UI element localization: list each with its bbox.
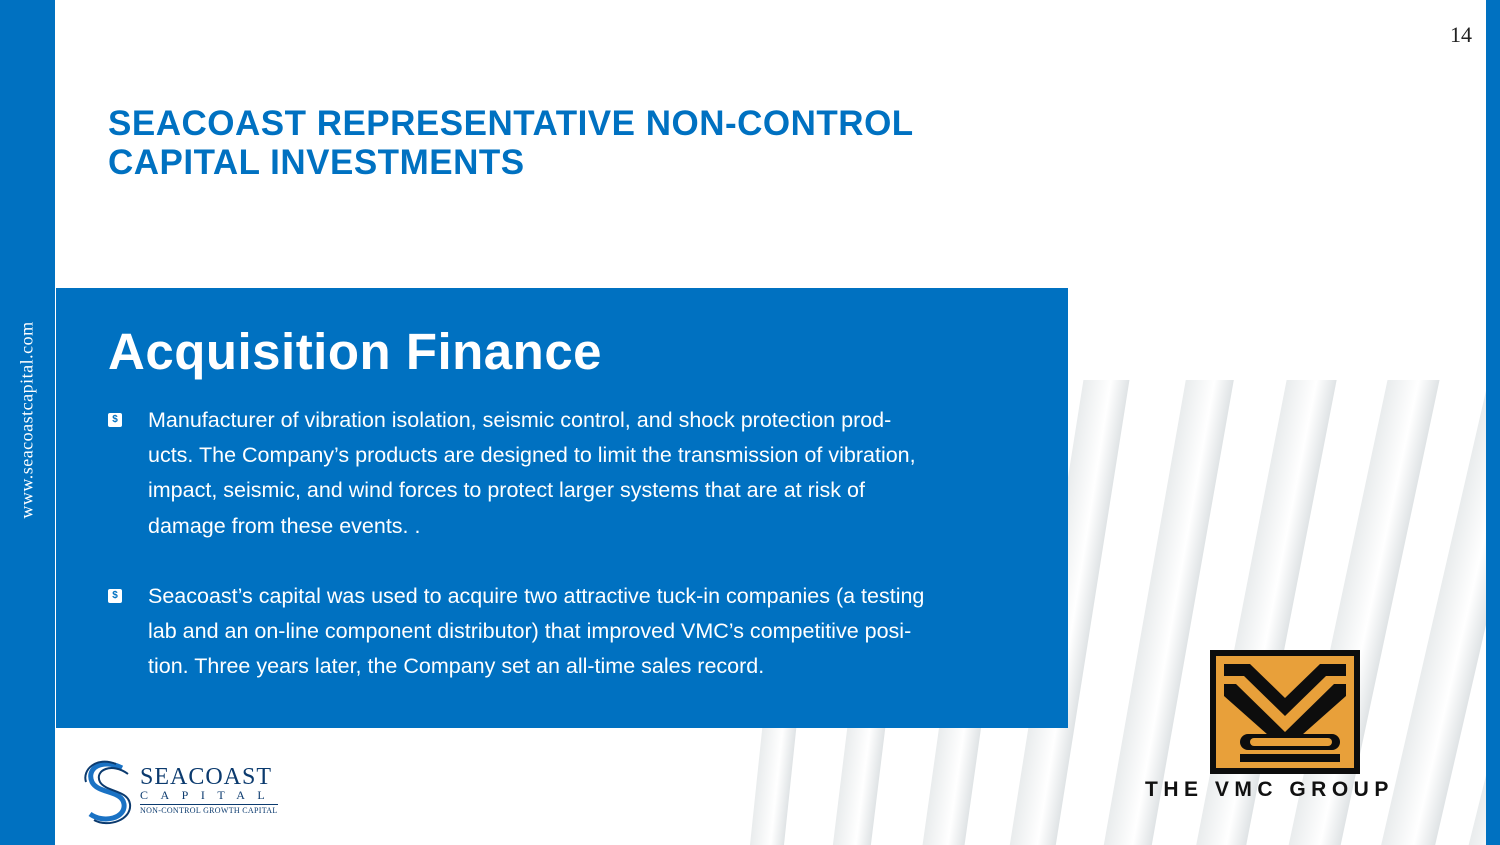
bullet-line: tion. Three years later, the Company set an all-time sales record. (148, 654, 765, 679)
seacoast-wordmark: SEACOAST (140, 764, 273, 790)
page-number: 14 (1450, 22, 1472, 47)
bullet-line: Manufacturer of vibration isolation, seismic control, and shock protection prod- (148, 408, 892, 432)
left-brand-bar (0, 0, 55, 845)
vmc-emblem-icon (1210, 650, 1360, 774)
bullet-item (108, 403, 1038, 544)
vmc-group-logo-emblem (1210, 650, 1360, 774)
seacoast-tagline: NON-CONTROL GROWTH CAPITAL (140, 806, 278, 815)
content-panel (56, 288, 1068, 728)
seacoast-s-emblem-icon (82, 758, 134, 828)
slide-title-line-1: SEACOAST REPRESENTATIVE NON-CONTROL (108, 104, 914, 143)
seacoast-capital-logo (82, 758, 282, 828)
website-url: www.seacoastcapital.com (16, 321, 37, 519)
slide-title (108, 104, 1008, 182)
panel-heading: Acquisition Finance (108, 323, 603, 380)
right-brand-bar (1486, 0, 1500, 845)
bullet-line: ucts. The Company’s products are designed to limit the transmission of vibration, (148, 443, 916, 468)
slide-title-line-2: CAPITAL INVESTMENTS (108, 143, 525, 182)
dollar-bullet-icon: $ (108, 589, 122, 603)
seacoast-capital-wordmark: CAPITAL (140, 788, 278, 802)
bullet-line: lab and an on-line component distributor) that improved VMC’s competitive posi- (148, 619, 912, 644)
bullet-line: Seacoast’s capital was used to acquire two attractive tuck-in companies (a testing (148, 584, 925, 608)
vmc-group-wordmark: THE VMC GROUP (1145, 778, 1394, 801)
dollar-bullet-icon: $ (108, 413, 122, 427)
bullet-text (148, 403, 1038, 544)
bullet-line: damage from these events. . (148, 513, 421, 538)
bullet-line: impact, seismic, and wind forces to protect larger systems that are at risk of (148, 478, 865, 503)
bullet-item (108, 579, 1038, 685)
bullet-text (148, 579, 1038, 685)
